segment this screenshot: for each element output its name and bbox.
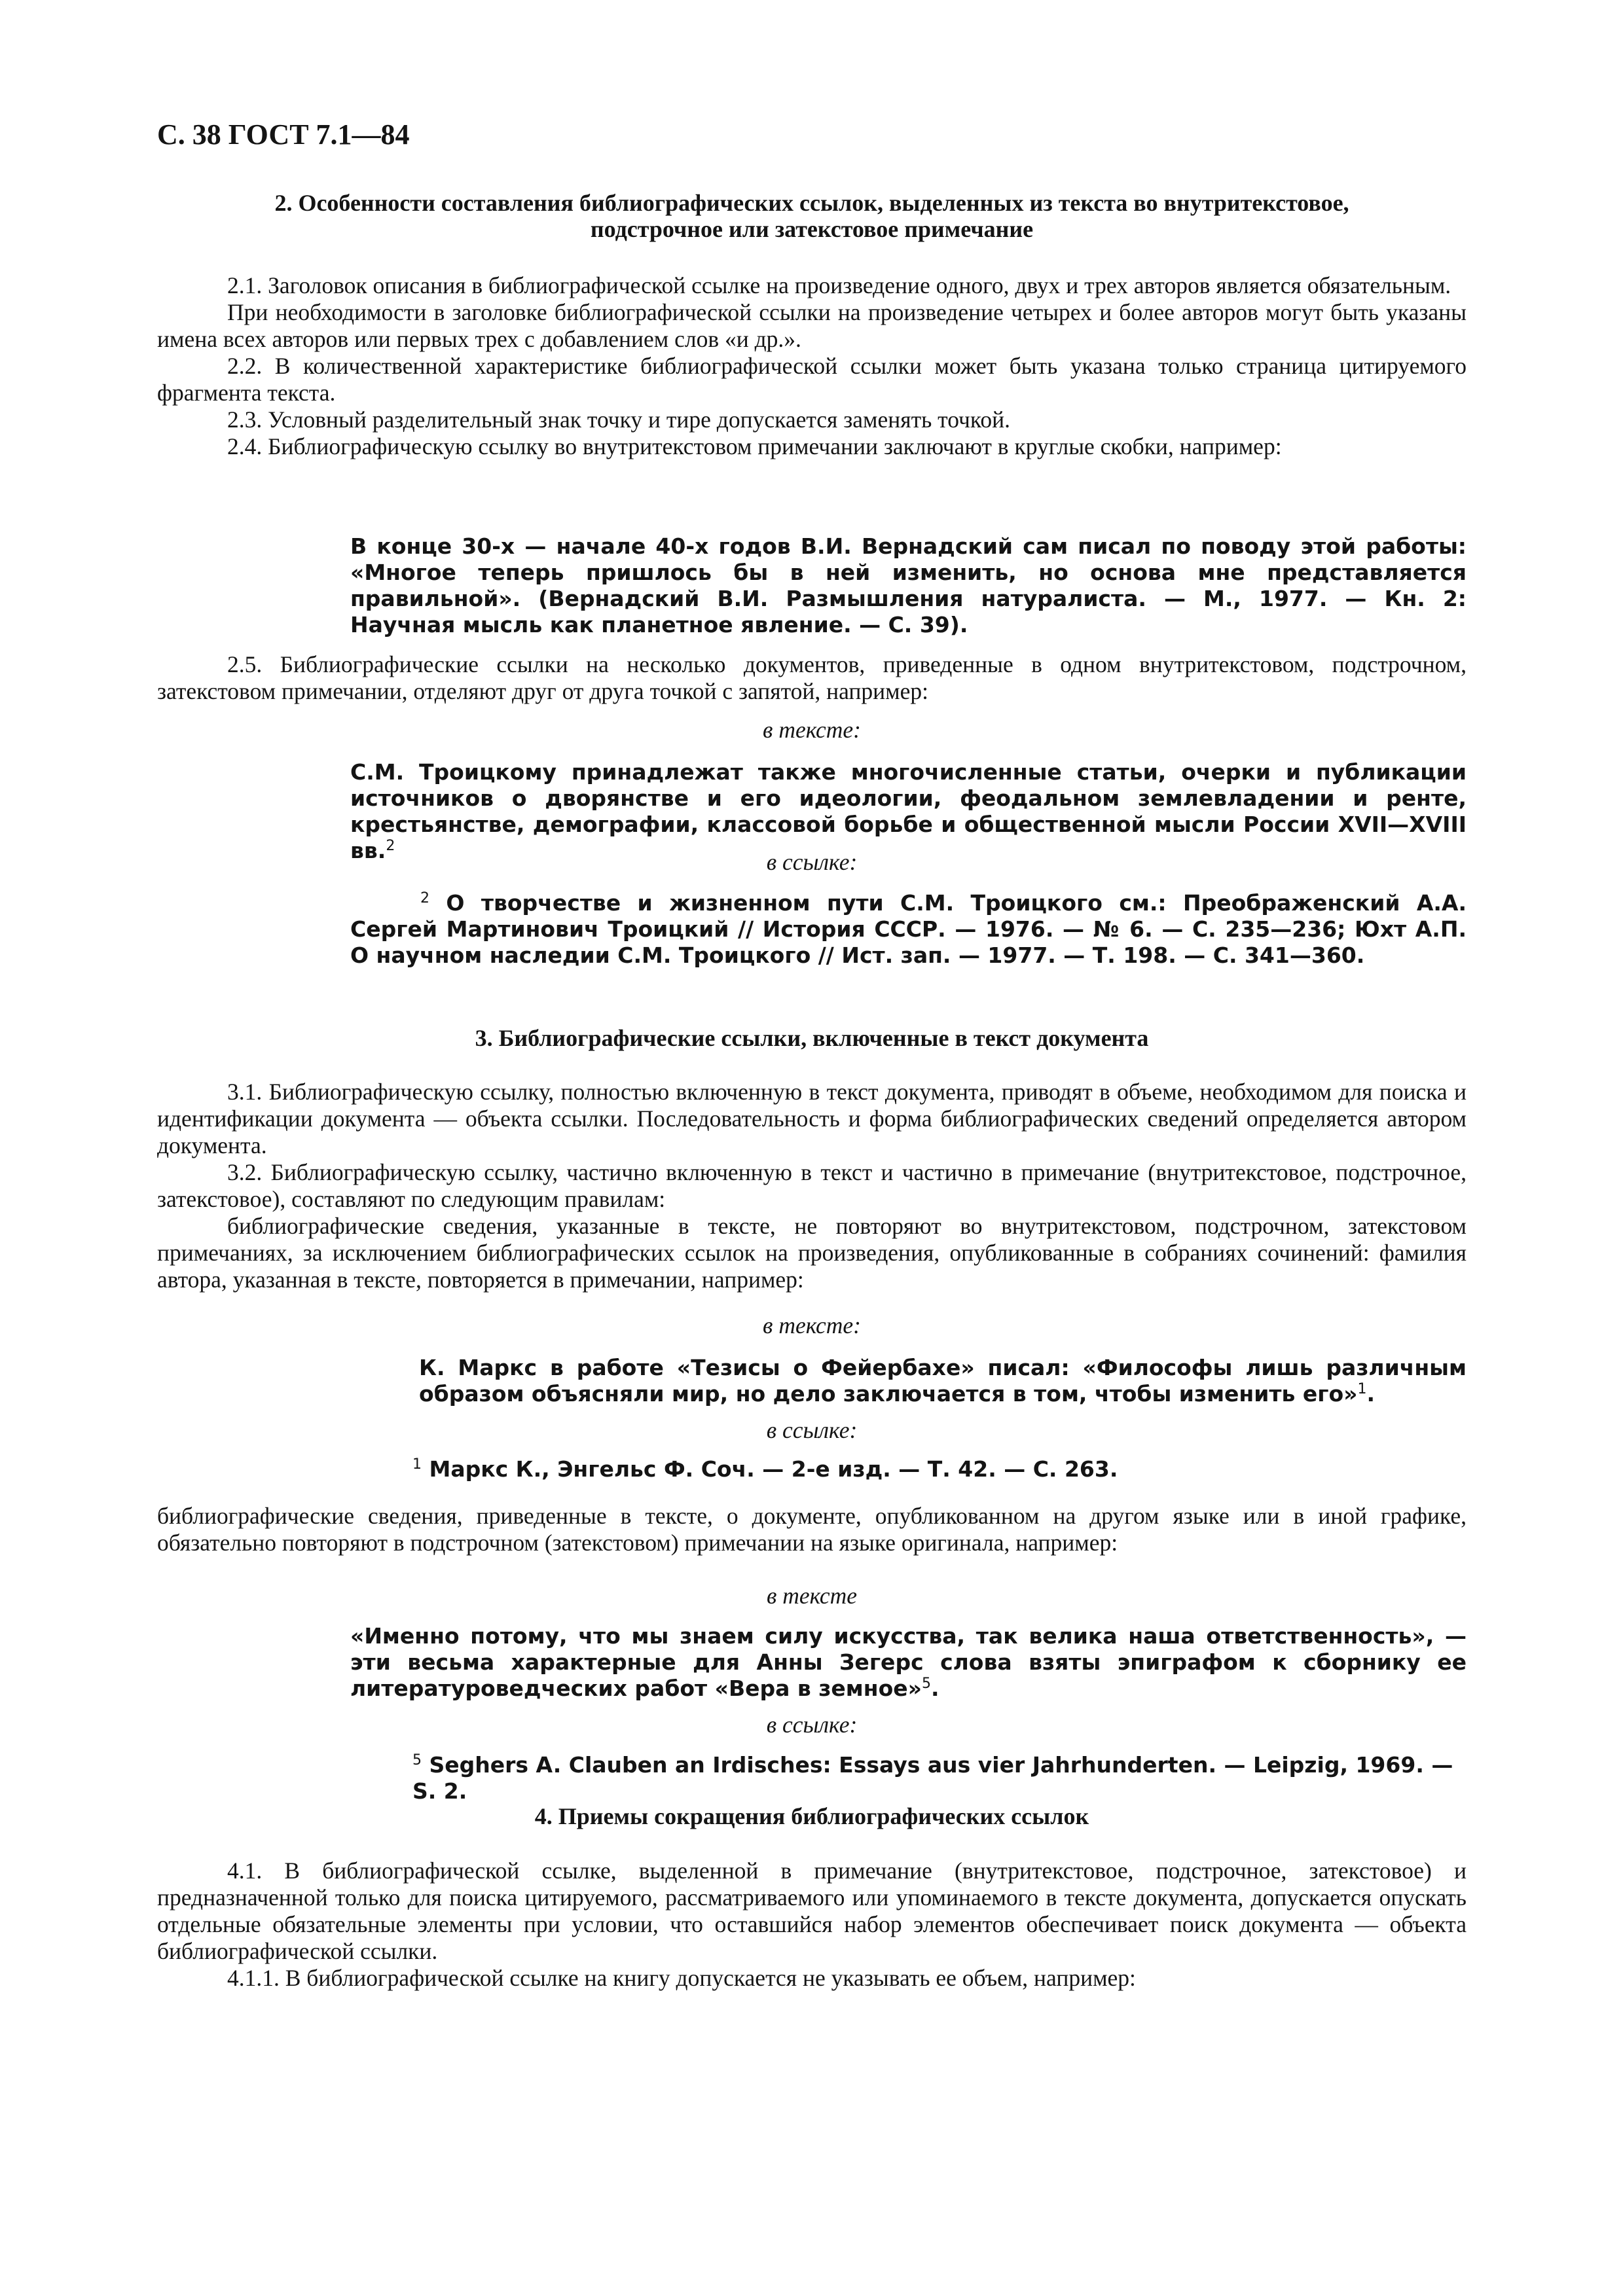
footnote-marker: 5 bbox=[412, 1752, 422, 1768]
section-4-body bbox=[157, 1857, 1467, 1992]
section-2-title bbox=[157, 190, 1467, 242]
example-quote-vernadsky: В конце 30-х — начале 40-х годов В.И. Вернадский сам писал по поводу этой работы: «Многое теперь пришлось бы в ней изменить, но основа мне представляется правильной». (Вернадский В.И. Размышления натуралиста. — М., 1977. — Кн. 2: Научная мысль как планетное явление. — С. 39). bbox=[350, 533, 1467, 637]
paragraph-3-2-rule: библиографические сведения, указанные в тексте, не повторяют во внутритекстовом, подстрочном, затекстовом примечаниях, за исключением библиографических ссылок на произведения, опубликованные в собраниях сочинений: фамилия автора, указанная в тексте, повторяется в примечании, например: bbox=[157, 1213, 1467, 1293]
label-in-text: в тексте: bbox=[763, 717, 861, 743]
label-in-text: в тексте bbox=[766, 1583, 858, 1609]
example-marx-reference-body: Маркс К., Энгельс Ф. Соч. — 2-е изд. — Т. 42. — С. 263. bbox=[429, 1456, 1118, 1482]
page-header: С. 38 ГОСТ 7.1—84 bbox=[157, 118, 410, 151]
example-troitsky-text bbox=[350, 759, 1467, 864]
paragraph-3-1: 3.1. Библиографическую ссылку, полностью включенную в текст документа, приводят в объеме, необходимом для поиска и идентификации документа — объекта ссылки. Последовательность и форма библиографических сведений определяется автором документа. bbox=[157, 1079, 1467, 1158]
footnote-marker: 5 bbox=[921, 1676, 931, 1692]
example-seghers-text-body: «Именно потому, что мы знаем силу искусства, так велика наша ответственность», — эти весьма характерные для Анны Зегерс слова взяты эпиграфом к сборнику ее литературоведческих работ «Вера в земное» bbox=[350, 1623, 1467, 1701]
paragraph-4-1-1: 4.1.1. В библиографической ссылке на книгу допускается не указывать ее объем, например: bbox=[227, 1965, 1136, 1991]
example-troitsky-reference-body: О творчестве и жизненном пути С.М. Троицкого см.: Преображенский А.А. Сергей Мартинович Троицкий // История СССР. — 1976. — № 6. — С. 235—236; Юхт А.П. О научном наследии С.М. Троицкого // Ист. зап. — 1977. — Т. 198. — С. 341—360. bbox=[350, 890, 1467, 968]
paragraph-foreign-language: библиографические сведения, приведенные в тексте, о документе, опубликованном на другом языке или в иной графике, обязательно повторяют в подстрочном (затекстовом) примечании на языке оригинала, например: bbox=[157, 1503, 1467, 1556]
example-seghers-text bbox=[350, 1623, 1467, 1702]
example-seghers-reference-body: Seghers A. Clauben an Irdisches: Essays aus vier Jahrhunderten. — Leipzig, 1969. — S. 2. bbox=[412, 1752, 1453, 1804]
paragraph-3-2: 3.2. Библиографическую ссылку, частично включенную в текст и частично в примечание (внутритекстовое, подстрочное, затекстовое), составляют по следующим правилам: bbox=[157, 1159, 1467, 1212]
footnote-marker: 2 bbox=[420, 890, 429, 906]
footnote-marker: 1 bbox=[1357, 1381, 1367, 1397]
paragraph-2-2: 2.2. В количественной характеристике библиографической ссылки может быть указана только страница цитируемого фрагмента текста. bbox=[157, 353, 1467, 406]
example-marx-reference bbox=[412, 1456, 1467, 1482]
section-3-title: 3. Библиографические ссылки, включенные в текст документа bbox=[475, 1025, 1149, 1051]
example-marx-text bbox=[419, 1355, 1467, 1407]
example-marx-text-tail: . bbox=[1366, 1381, 1375, 1407]
section-3-body bbox=[157, 1079, 1467, 1293]
example-troitsky-text-body: С.М. Троицкому принадлежат также многочисленные статьи, очерки и публикации источников о дворянстве и его идеологии, феодальном землевладении и ренте, крестьянстве, демографии, классовой борьбе и общественной мысли России XVII—XVIII вв. bbox=[350, 759, 1467, 863]
label-in-reference: в ссылке: bbox=[766, 849, 858, 875]
section-2-title-line-2: подстрочное или затекстовое примечание bbox=[590, 216, 1034, 242]
paragraph-2-5-block bbox=[157, 651, 1467, 705]
section-2-title-line-1: 2. Особенности составления библиографических ссылок, выделенных из текста во внутритекстовое, bbox=[274, 190, 1349, 216]
paragraph-2-3: 2.3. Условный разделительный знак точку и тире допускается заменять точкой. bbox=[227, 406, 1010, 433]
paragraph-foreign-block bbox=[157, 1503, 1467, 1556]
example-troitsky-reference bbox=[350, 890, 1467, 969]
section-2-body bbox=[157, 272, 1467, 460]
label-in-reference: в ссылке: bbox=[766, 1712, 858, 1738]
label-in-text: в тексте: bbox=[763, 1312, 861, 1338]
paragraph-2-4: 2.4. Библиографическую ссылку во внутритекстовом примечании заключают в круглые скобки, например: bbox=[227, 433, 1282, 459]
example-marx-text-body: К. Маркс в работе «Тезисы о Фейербахе» писал: «Философы лишь различным образом объясняли мир, но дело заключается в том, чтобы изменить его» bbox=[419, 1355, 1467, 1407]
example-seghers-reference bbox=[412, 1752, 1467, 1804]
footnote-marker: 2 bbox=[386, 838, 395, 854]
section-4-title: 4. Приемы сокращения библиографических ссылок bbox=[534, 1803, 1089, 1829]
example-seghers-text-tail: . bbox=[930, 1676, 939, 1701]
paragraph-2-5: 2.5. Библиографические ссылки на несколько документов, приведенные в одном внутритекстовом, подстрочном, затекстовом примечании, отделяют друг от друга точкой с запятой, например: bbox=[157, 651, 1467, 704]
paragraph-2-1: 2.1. Заголовок описания в библиографической ссылке на произведение одного, двух и трех авторов является обязательным. bbox=[227, 272, 1451, 298]
footnote-marker: 1 bbox=[412, 1456, 422, 1473]
paragraph-2-1-note: При необходимости в заголовке библиографической ссылки на произведение четырех и более авторов могут быть указаны имена всех авторов или первых трех с добавлением слов «и др.». bbox=[157, 299, 1467, 352]
paragraph-4-1: 4.1. В библиографической ссылке, выделенной в примечание (внутритекстовое, подстрочное, затекстовое) и предназначенной только для поиска цитируемого, рассматриваемого или упоминаемого в тексте документа, допускается опускать отдельные обязательные элементы при условии, что оставшийся набор элементов обеспечивает поиск документа — объекта библиографической ссылки. bbox=[157, 1857, 1467, 1964]
label-in-reference: в ссылке: bbox=[766, 1417, 858, 1443]
